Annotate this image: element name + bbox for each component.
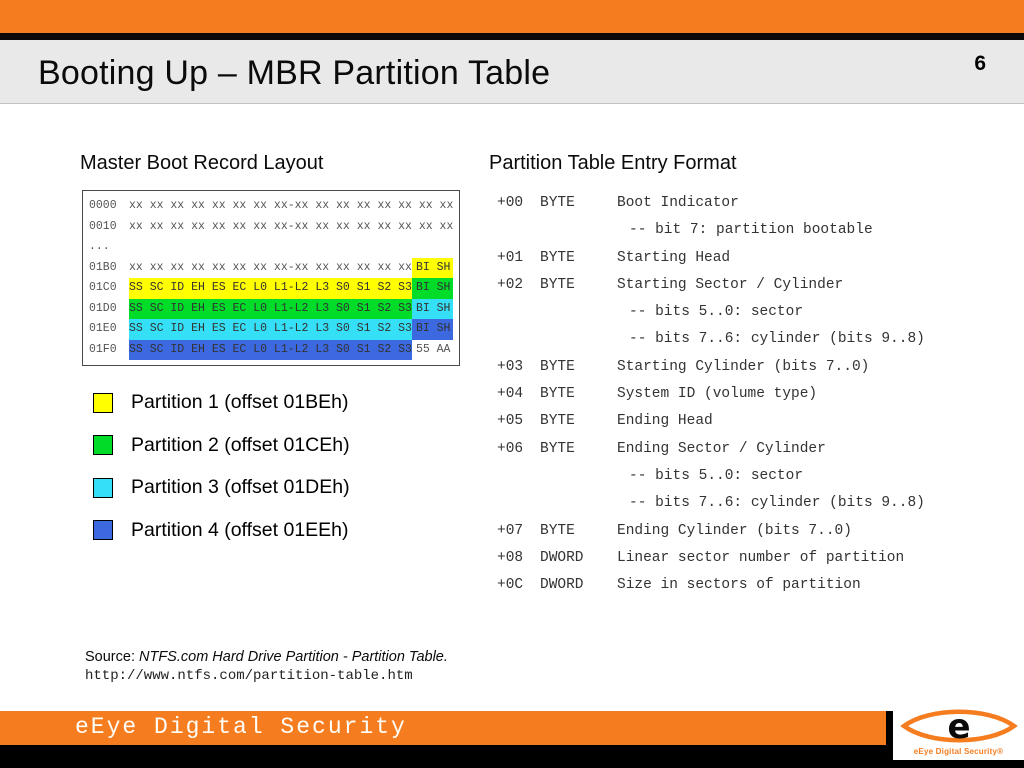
legend-item — [93, 392, 350, 413]
entry-offset — [497, 463, 540, 490]
mbr-layout-heading: Master Boot Record Layout — [80, 152, 324, 174]
hex-bytes: xx xx xx xx xx xx xx xx-xx xx xx xx xx xx xx xx — [129, 199, 454, 212]
legend-item — [93, 477, 350, 498]
legend-label: Partition 3 (offset 01DEh) — [131, 476, 350, 498]
entry-description: Ending Cylinder (bits 7..0) — [617, 522, 852, 539]
entry-format-list — [497, 190, 977, 599]
entry-type: BYTE — [540, 195, 575, 211]
hex-bytes: xx xx xx xx xx xx xx xx-xx xx xx xx xx xx xx xx — [129, 219, 454, 233]
hex-offset: 01B0 — [89, 260, 117, 274]
eeye-logo-letter: e — [946, 707, 971, 747]
hex-row — [89, 237, 459, 258]
entry-offset — [497, 326, 540, 353]
entry-offset: +01 — [497, 249, 524, 266]
entry-offset: +07 — [497, 522, 524, 539]
entry-format-row — [497, 245, 977, 272]
entry-description: Size in sectors of partition — [617, 577, 861, 594]
source-citation: NTFS.com Hard Drive Partition - Partition Table. — [139, 649, 448, 665]
page-title: Booting Up – MBR Partition Table — [38, 54, 551, 92]
entry-format-row — [497, 299, 977, 326]
entry-format-row — [497, 490, 977, 517]
entry-type: BYTE — [540, 440, 575, 457]
legend-label: Partition 4 (offset 01EEh) — [131, 518, 349, 541]
hex-tail-bytes — [453, 196, 457, 217]
entry-offset: +03 — [497, 358, 524, 375]
source-label: Source: — [85, 649, 139, 665]
hex-offset: 01C0 — [89, 281, 117, 294]
footer-brand-text: eEye Digital Security — [75, 714, 407, 740]
entry-offset: +06 — [497, 440, 524, 457]
hex-row — [89, 340, 459, 361]
partition-color-swatch — [93, 520, 113, 540]
partition-color-swatch — [93, 478, 113, 498]
entry-type: BYTE — [540, 413, 575, 430]
eeye-logo-caption: eEye Digital Security® — [913, 747, 1004, 756]
entry-format-row — [497, 572, 977, 599]
entry-format-row — [497, 408, 977, 435]
entry-description: Boot Indicator — [617, 195, 739, 211]
title-band — [0, 40, 1024, 104]
entry-type — [540, 217, 617, 244]
hex-offset: ... — [89, 240, 110, 253]
mbr-hex-table — [82, 190, 460, 366]
hex-bytes: SS SC ID EH ES EC L0 L1-L2 L3 S0 S1 S2 S3 — [129, 340, 412, 361]
entry-description: System ID (volume type) — [617, 386, 818, 403]
source-line — [85, 649, 448, 665]
source-block — [85, 649, 448, 684]
legend-item — [93, 435, 350, 456]
hex-offset: 0000 — [89, 199, 117, 212]
entry-offset: +05 — [497, 413, 524, 430]
entry-description: Starting Cylinder (bits 7..0) — [617, 358, 870, 375]
entry-type: BYTE — [540, 386, 575, 403]
hex-row — [89, 319, 459, 340]
entry-description: Ending Sector / Cylinder — [617, 440, 826, 457]
legend-label: Partition 1 (offset 01BEh) — [131, 391, 349, 413]
source-url: http://www.ntfs.com/partition-table.htm — [85, 668, 413, 684]
legend-item — [93, 520, 350, 541]
entry-description: -- bits 5..0: sector — [629, 467, 804, 484]
entry-description: -- bit 7: partition bootable — [629, 222, 873, 239]
entry-format-row — [497, 436, 977, 463]
hex-row — [89, 278, 459, 299]
hex-row — [89, 196, 459, 217]
hex-offset: 01D0 — [89, 301, 117, 315]
hex-tail-bytes: 55 AA — [415, 342, 451, 356]
entry-format-row — [497, 463, 977, 490]
partition-legend — [93, 392, 350, 562]
entry-type: BYTE — [540, 522, 575, 539]
hex-tail-bytes: BI SH — [412, 319, 453, 340]
hex-tail-bytes: BI SH — [412, 278, 453, 299]
entry-format-row — [497, 190, 977, 217]
entry-offset — [497, 490, 540, 517]
entry-type: BYTE — [540, 276, 575, 293]
hex-row — [89, 299, 459, 320]
entry-format-row — [497, 272, 977, 299]
hex-offset: 0010 — [89, 219, 117, 233]
entry-type: BYTE — [540, 358, 575, 375]
entry-offset: +00 — [497, 195, 524, 211]
entry-format-row — [497, 326, 977, 353]
eeye-eye-icon — [900, 705, 1018, 747]
hex-bytes: SS SC ID EH ES EC L0 L1-L2 L3 S0 S1 S2 S3 — [129, 299, 412, 320]
entry-description: Starting Sector / Cylinder — [617, 276, 844, 293]
entry-description: Ending Head — [617, 413, 713, 430]
entry-offset: +02 — [497, 276, 524, 293]
entry-type: DWORD — [540, 549, 584, 566]
hex-bytes: SS SC ID EH ES EC L0 L1-L2 L3 S0 S1 S2 S3 — [129, 278, 412, 299]
hex-offset: 01F0 — [89, 342, 117, 356]
entry-format-heading: Partition Table Entry Format — [489, 152, 737, 174]
entry-format-row — [497, 354, 977, 381]
hex-bytes: xx xx xx xx xx xx xx xx-xx xx xx xx xx xx — [129, 260, 412, 274]
top-black-rule — [0, 33, 1024, 40]
entry-offset — [497, 299, 540, 326]
top-orange-bar — [0, 0, 1024, 33]
hex-tail-bytes: BI SH — [412, 299, 453, 320]
entry-description: Linear sector number of partition — [617, 549, 905, 566]
hex-row — [89, 217, 459, 238]
entry-format-row — [497, 217, 977, 244]
entry-format-row — [497, 518, 977, 545]
entry-offset: +0C — [497, 577, 524, 594]
entry-description: -- bits 7..6: cylinder (bits 9..8) — [629, 331, 925, 348]
entry-type — [540, 299, 617, 326]
entry-offset — [497, 217, 540, 244]
entry-type — [540, 326, 617, 353]
entry-type — [540, 463, 617, 490]
hex-tail-bytes — [129, 237, 453, 258]
hex-tail-bytes — [453, 217, 457, 238]
hex-offset: 01E0 — [89, 322, 117, 335]
entry-format-row — [497, 381, 977, 408]
entry-offset: +08 — [497, 549, 524, 566]
partition-color-swatch — [93, 393, 113, 413]
entry-description: Starting Head — [617, 249, 731, 266]
legend-label: Partition 2 (offset 01CEh) — [131, 433, 350, 456]
hex-row — [89, 258, 459, 279]
entry-type — [540, 490, 617, 517]
entry-type: BYTE — [540, 249, 575, 266]
entry-format-row — [497, 545, 977, 572]
entry-offset: +04 — [497, 386, 524, 403]
eeye-logo-box — [893, 703, 1024, 760]
footer-orange-bar — [0, 711, 886, 745]
hex-tail-bytes: BI SH — [412, 258, 453, 279]
page-number: 6 — [974, 52, 986, 75]
footer-black-bar — [0, 745, 1024, 768]
hex-bytes: SS SC ID EH ES EC L0 L1-L2 L3 S0 S1 S2 S3 — [129, 319, 412, 340]
partition-color-swatch — [93, 435, 113, 455]
entry-description: -- bits 7..6: cylinder (bits 9..8) — [629, 495, 925, 512]
entry-type: DWORD — [540, 577, 584, 594]
entry-description: -- bits 5..0: sector — [629, 304, 804, 321]
